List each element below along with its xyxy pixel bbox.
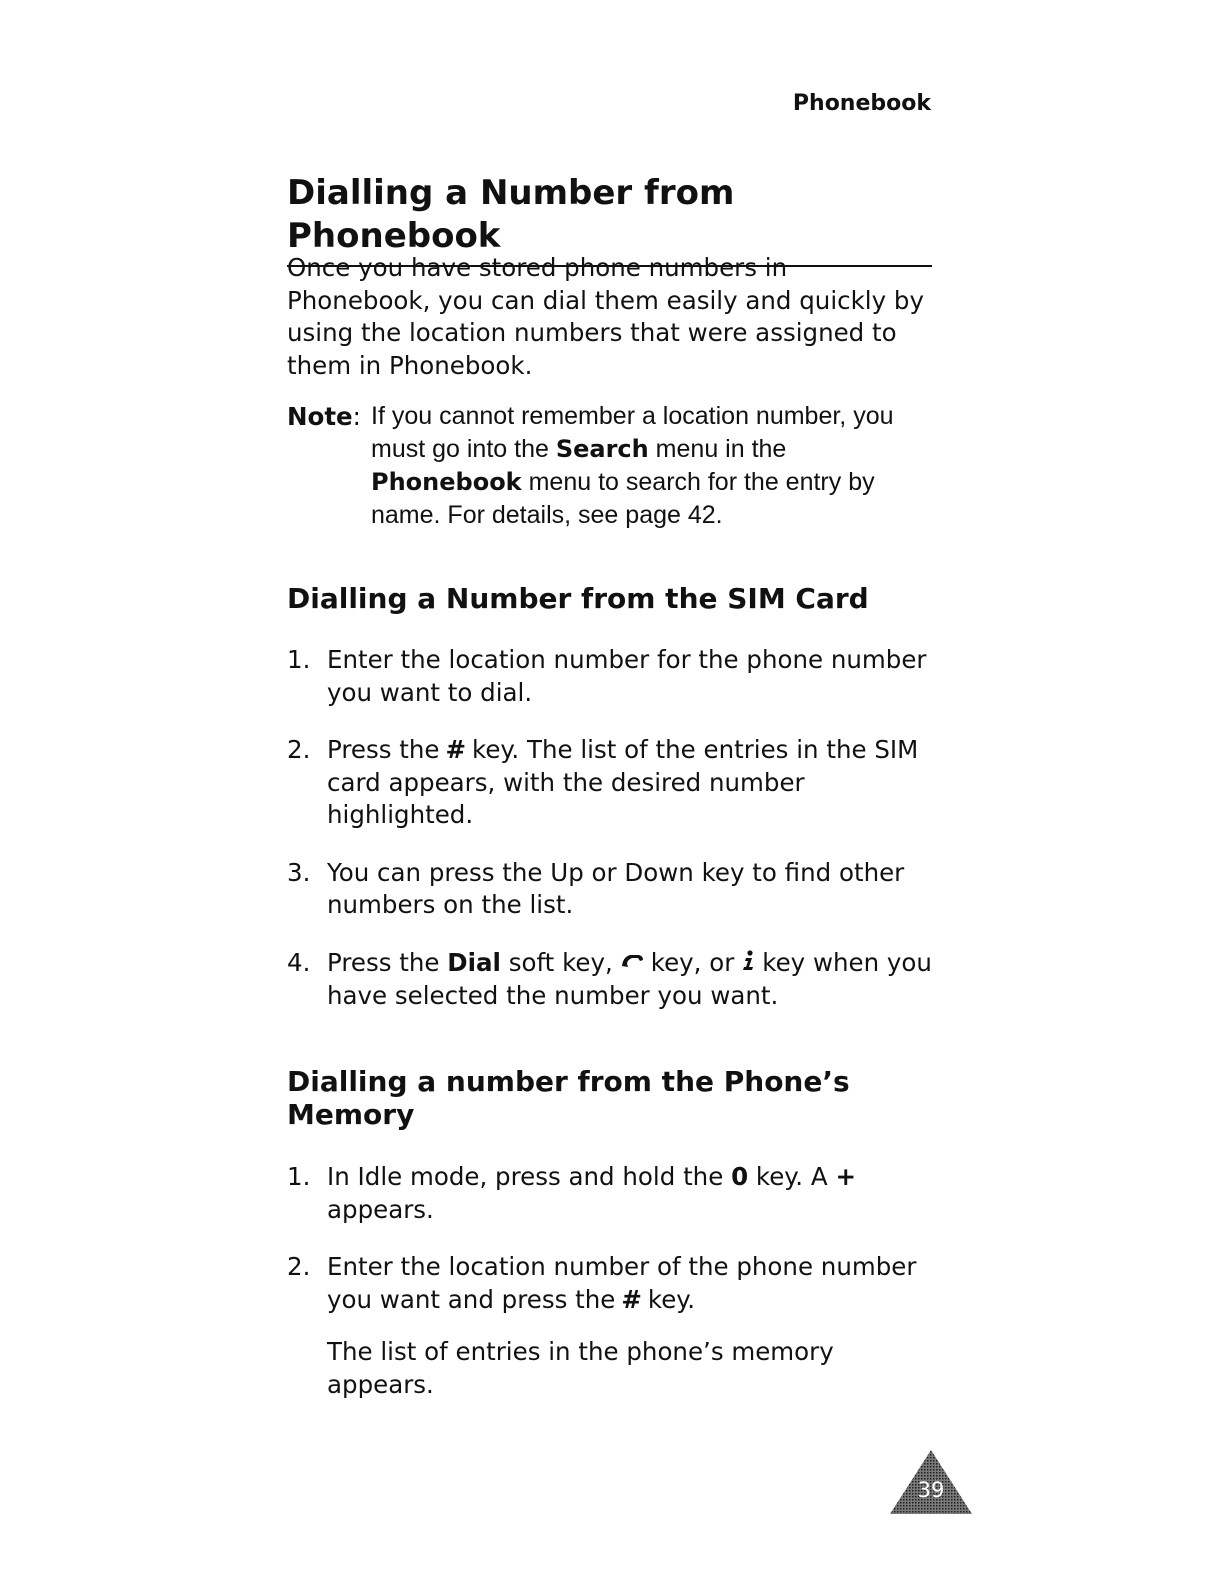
- phone-memory-heading: Dialling a number from the Phone’s Memory: [287, 1065, 850, 1131]
- step-number: 2.: [287, 1252, 311, 1281]
- phonebook-menu-term: Phonebook: [371, 468, 522, 496]
- sim-card-steps: [287, 644, 937, 1037]
- page-title: Dialling a Number from Phonebook: [287, 172, 932, 267]
- dial-softkey-term: Dial: [447, 947, 501, 977]
- list-item: [287, 1161, 937, 1226]
- hash-key-icon: #: [621, 1284, 642, 1314]
- step-number: 1.: [287, 1162, 311, 1191]
- step-result-text: The list of entries in the phone’s memory appears.: [327, 1337, 834, 1399]
- running-header: Phonebook: [792, 91, 931, 116]
- step-number: 2.: [287, 735, 311, 764]
- note-label: Note:: [287, 402, 361, 431]
- hash-key-icon: #: [445, 735, 467, 764]
- plus-symbol: +: [835, 1162, 856, 1191]
- list-item: [287, 1251, 937, 1401]
- note-block: [287, 400, 937, 532]
- sim-card-heading: Dialling a Number from the SIM Card: [287, 582, 869, 615]
- step-number: 4.: [287, 947, 311, 977]
- intro-paragraph: Once you have stored phone numbers in Phonebook, you can dial them easily and quickly by using the location numbers that were assigned to them in Phonebook.: [287, 253, 924, 380]
- search-menu-term: Search: [555, 435, 649, 463]
- page-number-badge: [888, 1448, 974, 1516]
- list-item: [287, 644, 937, 709]
- step-number: 1.: [287, 645, 311, 674]
- step-text: Press the Dial soft key, key, or key when you have selected the number you want.: [327, 947, 932, 1010]
- step-text: Enter the location number for the phone number you want to dial.: [327, 645, 927, 707]
- page-number: 39: [917, 1478, 945, 1502]
- step-text: Enter the location number of the phone number you want and press the # key.: [327, 1251, 937, 1316]
- list-item: [287, 947, 937, 1013]
- note-text: If you cannot remember a location number, you must go into the Search menu in the Phonebook menu to search for the entry by name. For details, see page 42.: [371, 402, 894, 529]
- step-text: You can press the Up or Down key to find other numbers on the list.: [327, 857, 905, 919]
- zero-key-term: 0: [731, 1162, 749, 1191]
- info-key-icon: [740, 947, 756, 980]
- step-number: 3.: [287, 857, 311, 887]
- list-item: [287, 734, 937, 832]
- phone-memory-steps: [287, 1161, 937, 1426]
- send-key-icon: [619, 947, 645, 980]
- list-item: [287, 857, 937, 922]
- step-text: Press the # key. The list of the entries in the SIM card appears, with the desired number highlighted.: [327, 735, 919, 829]
- step-text: In Idle mode, press and hold the 0 key. A + appears.: [327, 1162, 856, 1224]
